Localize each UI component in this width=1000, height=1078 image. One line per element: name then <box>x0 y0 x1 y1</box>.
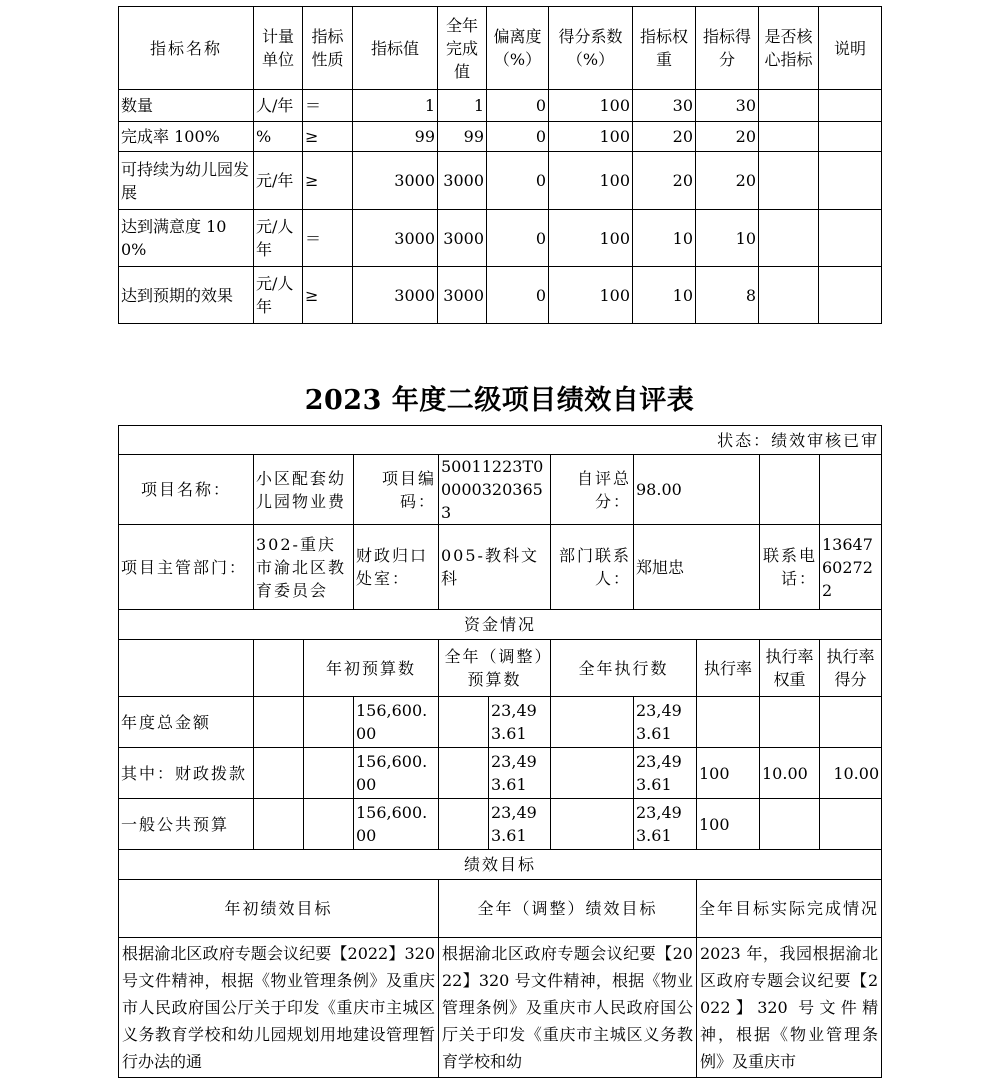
dept-label: 项目主管部门： <box>119 525 254 610</box>
project-info-row <box>119 455 882 525</box>
funds-budget-value: 156,600.00 <box>354 697 439 748</box>
funds-rate-score-value: 10.00 <box>820 748 882 799</box>
header-coefficient: 得分系数（%） <box>549 7 633 90</box>
funds-rate-value: 100 <box>697 799 760 850</box>
indicator-nature: ≥ <box>303 122 353 152</box>
funds-row-label: 年度总金额 <box>119 697 254 748</box>
funds-header-rate-weight: 执行率权重 <box>760 640 820 697</box>
empty-cell <box>551 799 634 850</box>
status-row <box>119 426 882 455</box>
funds-rate-score-value <box>820 697 882 748</box>
empty-cell <box>439 799 489 850</box>
header-deviation: 偏离度（%） <box>487 7 549 90</box>
indicator-value: 99 <box>353 122 438 152</box>
dept-value: 302-重庆市渝北区教育委员会 <box>254 525 354 610</box>
goals-header-adjusted: 全年（调整）绩效目标 <box>439 880 697 938</box>
table-row <box>119 90 882 122</box>
indicator-note <box>819 90 882 122</box>
indicator-done: 3000 <box>438 152 487 210</box>
funds-section-row <box>119 610 882 640</box>
header-weight: 指标权重 <box>633 7 696 90</box>
indicator-done: 1 <box>438 90 487 122</box>
indicator-done: 99 <box>438 122 487 152</box>
indicator-note <box>819 267 882 324</box>
indicator-nature: ＝ <box>303 210 353 267</box>
indicator-deviation: 0 <box>487 122 549 152</box>
indicator-done: 3000 <box>438 210 487 267</box>
header-score: 指标得分 <box>696 7 759 90</box>
empty-cell <box>820 455 882 525</box>
indicator-coefficient: 100 <box>549 210 633 267</box>
indicator-core <box>759 210 819 267</box>
empty-cell <box>119 640 254 697</box>
indicator-nature: ≥ <box>303 267 353 324</box>
header-note: 说明 <box>819 7 882 90</box>
goals-header-actual: 全年目标实际完成情况 <box>697 880 882 938</box>
indicator-coefficient: 100 <box>549 122 633 152</box>
empty-cell <box>304 799 354 850</box>
funds-adjusted-value: 23,493.61 <box>489 799 551 850</box>
indicator-name: 数量 <box>119 90 254 122</box>
indicator-value: 1 <box>353 90 438 122</box>
indicator-unit: 元/年 <box>254 152 303 210</box>
empty-cell <box>304 748 354 799</box>
project-dept-row <box>119 525 882 610</box>
funds-executed-value: 23,493.61 <box>634 748 697 799</box>
empty-cell <box>254 697 304 748</box>
header-unit: 计量单位 <box>254 7 303 90</box>
empty-cell <box>551 748 634 799</box>
funds-executed-value: 23,493.61 <box>634 799 697 850</box>
table-row <box>119 748 882 799</box>
indicator-core <box>759 152 819 210</box>
funds-rate-value <box>697 697 760 748</box>
indicator-weight: 20 <box>633 152 696 210</box>
empty-cell <box>439 748 489 799</box>
indicator-unit: % <box>254 122 303 152</box>
funds-budget-value: 156,600.00 <box>354 799 439 850</box>
indicator-done: 3000 <box>438 267 487 324</box>
indicator-core <box>759 90 819 122</box>
project-name-label: 项目名称： <box>119 455 254 525</box>
indicator-deviation: 0 <box>487 152 549 210</box>
header-core: 是否核心指标 <box>759 7 819 90</box>
indicator-nature: ＝ <box>303 90 353 122</box>
indicator-name: 达到满意度 100% <box>119 210 254 267</box>
contact-person-label: 部门联系人： <box>551 525 634 610</box>
funds-header-rate: 执行率 <box>697 640 760 697</box>
finance-dept-value: 005-教科文科 <box>439 525 551 610</box>
empty-cell <box>304 697 354 748</box>
empty-cell <box>254 640 304 697</box>
indicator-note <box>819 122 882 152</box>
indicator-coefficient: 100 <box>549 152 633 210</box>
indicator-unit: 元/人年 <box>254 210 303 267</box>
header-done: 全年完成值 <box>438 7 487 90</box>
empty-cell <box>760 455 820 525</box>
indicator-unit: 元/人年 <box>254 267 303 324</box>
funds-header-adjusted: 全年（调整）预算数 <box>439 640 551 697</box>
indicator-value: 3000 <box>353 267 438 324</box>
header-nature: 指标性质 <box>303 7 353 90</box>
indicator-weight: 10 <box>633 267 696 324</box>
contact-person-value: 郑旭忠 <box>634 525 760 610</box>
header-indicator-name: 指标名称 <box>119 7 254 90</box>
indicator-score: 20 <box>696 122 759 152</box>
indicator-score: 20 <box>696 152 759 210</box>
indicator-coefficient: 100 <box>549 90 633 122</box>
indicator-score: 10 <box>696 210 759 267</box>
phone-value: 13647602722 <box>820 525 882 610</box>
page-title: 2023 年度二级项目绩效自评表 <box>304 385 695 416</box>
table-row <box>119 122 882 152</box>
funds-header-budget: 年初预算数 <box>304 640 439 697</box>
goals-adjusted-text: 根据渝北区政府专题会议纪要【2022】320 号文件精神，根据《物业管理条例》及重庆市人民政府国公厅关于印发《重庆市主城区义务教育学校和幼 <box>439 938 697 1078</box>
goals-section-title: 绩效目标 <box>119 850 882 880</box>
goals-content-row <box>119 938 882 1078</box>
table-row <box>119 152 882 210</box>
empty-cell <box>254 748 304 799</box>
funds-rate-value: 100 <box>697 748 760 799</box>
table-row <box>119 697 882 748</box>
indicator-deviation: 0 <box>487 90 549 122</box>
empty-cell <box>439 697 489 748</box>
funds-row-label: 一般公共预算 <box>119 799 254 850</box>
indicator-table <box>118 6 882 324</box>
phone-label: 联系电话： <box>760 525 820 610</box>
indicator-note <box>819 210 882 267</box>
indicator-score: 8 <box>696 267 759 324</box>
funds-budget-value: 156,600.00 <box>354 748 439 799</box>
funds-row-label: 其中：财政拨款 <box>119 748 254 799</box>
status-badge: 状态：绩效审核已审 <box>119 426 882 455</box>
goals-actual-text: 2023 年，我园根据渝北区政府专题会议纪要【2022】320 号文件精神，根据《物业管理条例》及重庆市 <box>697 938 882 1078</box>
goals-section-row <box>119 850 882 880</box>
empty-cell <box>551 697 634 748</box>
evaluation-table <box>118 425 882 1078</box>
funds-rate-weight-value: 10.00 <box>760 748 820 799</box>
table-row <box>119 267 882 324</box>
funds-executed-value: 23,493.61 <box>634 697 697 748</box>
indicator-value: 3000 <box>353 210 438 267</box>
self-score-label: 自评总分： <box>551 455 634 525</box>
indicator-weight: 10 <box>633 210 696 267</box>
funds-rate-weight-value <box>760 697 820 748</box>
indicator-deviation: 0 <box>487 267 549 324</box>
project-code-value: 50011223T000003203653 <box>439 455 551 525</box>
goals-header-initial: 年初绩效目标 <box>119 880 439 938</box>
indicator-name: 可持续为幼儿园发展 <box>119 152 254 210</box>
self-score-value: 98.00 <box>634 455 760 525</box>
indicator-weight: 30 <box>633 90 696 122</box>
funds-section-title: 资金情况 <box>119 610 882 640</box>
project-name-value: 小区配套幼儿园物业费 <box>254 455 354 525</box>
project-code-label: 项目编码： <box>354 455 439 525</box>
funds-adjusted-value: 23,493.61 <box>489 697 551 748</box>
indicator-unit: 人/年 <box>254 90 303 122</box>
indicator-value: 3000 <box>353 152 438 210</box>
indicator-nature: ≥ <box>303 152 353 210</box>
funds-header-rate-score: 执行率得分 <box>820 640 882 697</box>
indicator-coefficient: 100 <box>549 267 633 324</box>
indicator-weight: 20 <box>633 122 696 152</box>
indicator-score: 30 <box>696 90 759 122</box>
indicator-core <box>759 122 819 152</box>
table-row <box>119 799 882 850</box>
funds-rate-score-value <box>820 799 882 850</box>
funds-rate-weight-value <box>760 799 820 850</box>
table-row <box>119 210 882 267</box>
header-value: 指标值 <box>353 7 438 90</box>
funds-adjusted-value: 23,493.61 <box>489 748 551 799</box>
funds-header-row <box>119 640 882 697</box>
empty-cell <box>254 799 304 850</box>
indicator-note <box>819 152 882 210</box>
indicator-core <box>759 267 819 324</box>
goals-header-row <box>119 880 882 938</box>
indicator-name: 完成率 100% <box>119 122 254 152</box>
indicator-header-row <box>119 7 882 90</box>
finance-dept-label: 财政归口处室： <box>354 525 439 610</box>
indicator-deviation: 0 <box>487 210 549 267</box>
goals-initial-text: 根据渝北区政府专题会议纪要【2022】320 号文件精神，根据《物业管理条例》及重庆市人民政府国公厅关于印发《重庆市主城区义务教育学校和幼儿园规划用地建设管理暂行办法的通 <box>119 938 439 1078</box>
indicator-name: 达到预期的效果 <box>119 267 254 324</box>
funds-header-executed: 全年执行数 <box>551 640 697 697</box>
